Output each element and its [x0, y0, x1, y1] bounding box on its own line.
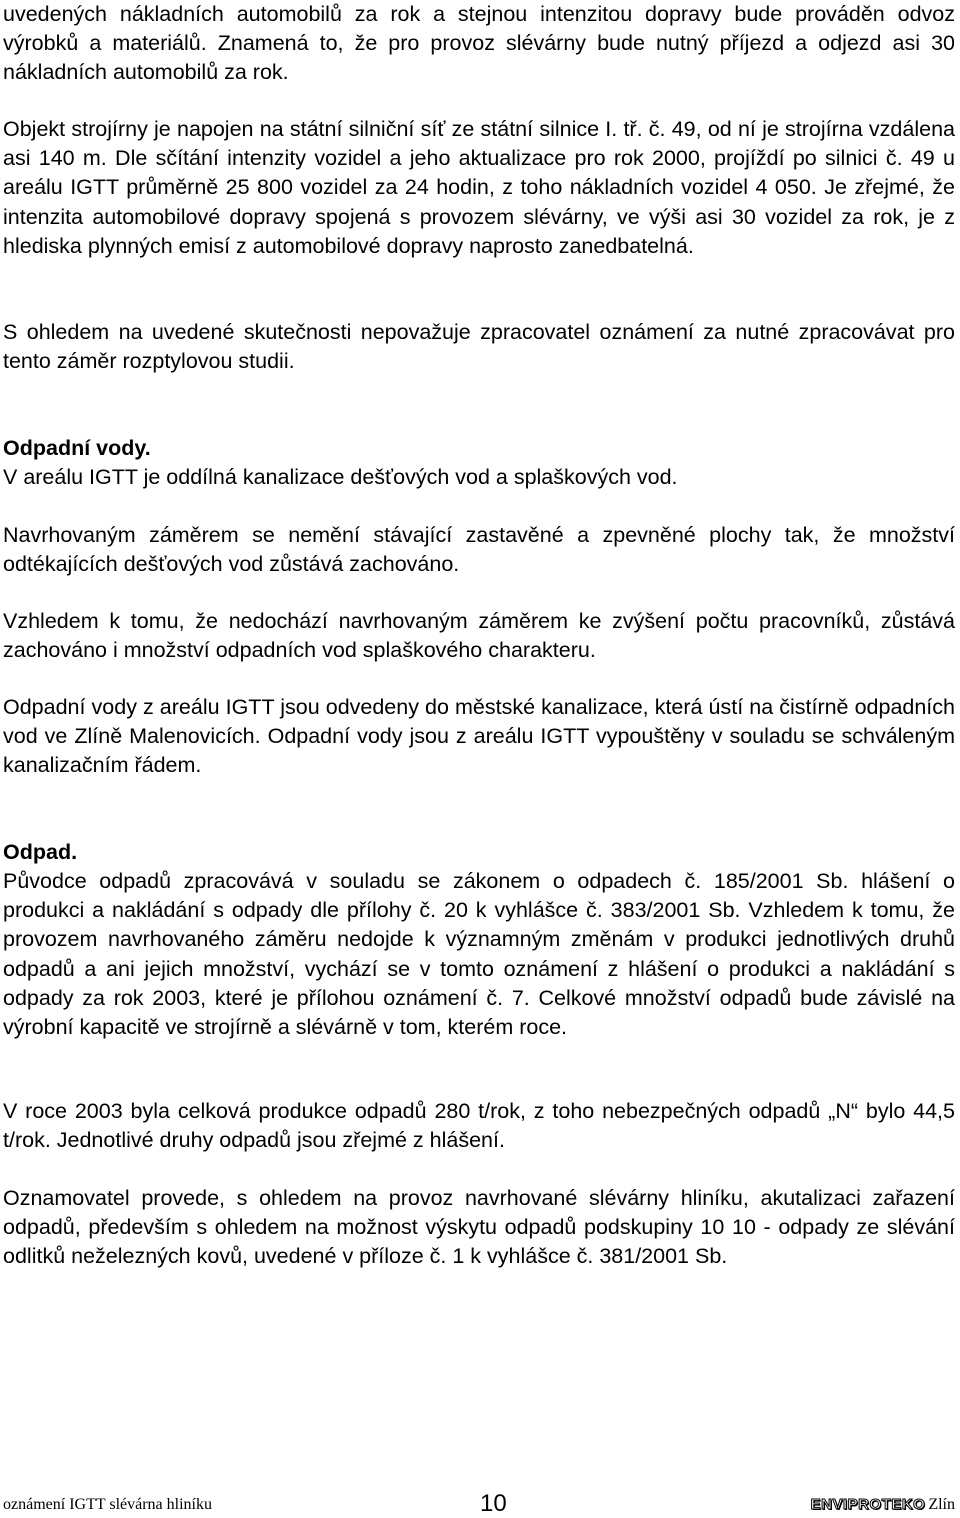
paragraph-dispersion-study: S ohledem na uvedené skutečnosti nepovažuje zpracovatel oznámení za nutné zpracovávat pro tento záměr rozptylovou studii.	[3, 320, 955, 374]
paragraph-sewerage: V areálu IGTT je oddílná kanalizace dešťových vod a splaškových vod.	[3, 465, 678, 489]
footer-company	[811, 1496, 955, 1514]
paragraph-waste-producer: Původce odpadů zpracovává v souladu se zákonem o odpadech č. 185/2001 Sb. hlášení o produkci a nakládání s odpady dle přílohy č. 20 k vyhlášce č. 383/2001 Sb. Vzhledem k tomu, že provozem navrhovaného záměru nedojde k významným změnám v produkci jednotlivých druhů odpadů a ani jejich množství, vychází se v tomto oznámení z hlášení o produkci a nakládání s odpady za rok 2003, které je přílohou oznámení č. 7. Celkové množství odpadů bude závislé na výrobní kapacitě ve strojírně a slévárně v tom, kterém roce.	[3, 869, 955, 1040]
paragraph-city-sewerage: Odpadní vody z areálu IGTT jsou odvedeny do městské kanalizace, která ústí na čistírně odpadních vod ve Zlíně Malenovicích. Odpadní vody jsou z areálu IGTT vypouštěny v souladu se schváleným kanalizačním řádem.	[3, 695, 955, 778]
paragraph-waste-2003: V roce 2003 byla celková produkce odpadů 280 t/rok, z toho nebezpečných odpadů „N“ bylo 44,5 t/rok. Jednotlivé druhy odpadů jsou zřejmé z hlášení.	[3, 1099, 955, 1153]
company-logo: ENVIPROTEKO	[810, 1496, 926, 1513]
paragraph-traffic-intro: uvedených nákladních automobilů za rok a stejnou intenzitou dopravy bude prováděn odvoz výrobků a materiálů. Znamená to, že pro provoz slévárny bude nutný příjezd a odjezd asi 30 nákladních automobilů za rok.	[3, 2, 955, 85]
footer-document-title: oznámení IGTT slévárna hliníku	[3, 1496, 212, 1513]
heading-waste: Odpad.	[3, 840, 78, 864]
page-footer	[3, 1490, 955, 1518]
paragraph-waste-classification: Oznamovatel provede, s ohledem na provoz navrhované slévárny hliníku, akutalizaci zařazení odpadů, především s ohledem na možnost výskytu odpadů podskupiny 10 10 - odpady ze slévání odlitků neželezných kovů, uvedené v příloze č. 1 k vyhlášce č. 381/2001 Sb.	[3, 1186, 955, 1269]
company-city: Zlín	[928, 1496, 955, 1513]
paragraph-rainwater: Navrhovaným záměrem se nemění stávající zastavěné a zpevněné plochy tak, že množství odtékajících dešťových vod zůstává zachováno.	[3, 523, 955, 577]
heading-waste-water: Odpadní vody.	[3, 436, 151, 460]
paragraph-road-connection: Objekt strojírny je napojen na státní silniční síť ze státní silnice I. tř. č. 49, od ní je strojírna vzdálena asi 140 m. Dle sčítání intenzity vozidel a jeho aktualizace pro rok 2000, projíždí po silnici č. 49 u areálu IGTT průměrně 25 800 vozidel za 24 hodin, z toho nákladních vozidel 4 050. Je zřejmé, že intenzita automobilové dopravy spojená s provozem slévárny, ve výši asi 30 vozidel za rok, je z hlediska plynných emisí z automobilové dopravy naprosto zanedbatelná.	[3, 117, 955, 258]
page-number: 10	[480, 1490, 507, 1517]
paragraph-sewage-volume: Vzhledem k tomu, že nedochází navrhovaným záměrem ke zvýšení počtu pracovníků, zůstává zachováno i množství odpadních vod splaškového charakteru.	[3, 609, 955, 663]
